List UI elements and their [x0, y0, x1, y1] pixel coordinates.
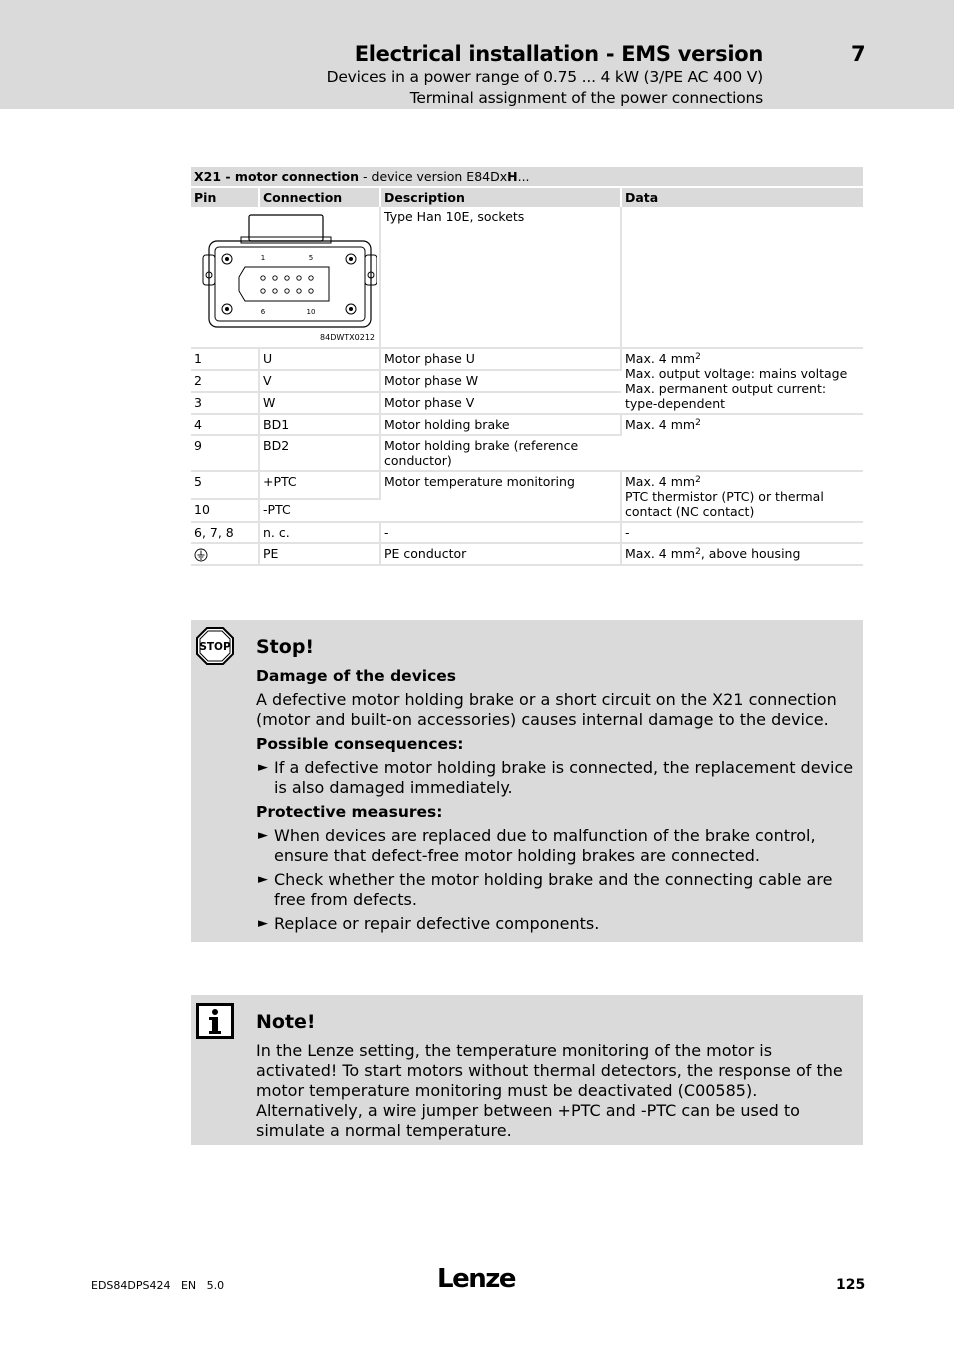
table-row: 4 BD1 Motor holding brake Max. 4 $mm^2$	[191, 414, 863, 435]
info-icon	[196, 1003, 234, 1039]
note-title: Note!	[256, 1011, 316, 1033]
svg-text:Lenze: Lenze	[437, 1264, 515, 1291]
bullet-arrow-icon: ►	[258, 828, 268, 843]
bullet-arrow-icon: ►	[258, 916, 268, 931]
measures-label: Protective measures:	[256, 803, 443, 821]
earth-ground-icon	[194, 548, 208, 562]
connector-image-cell	[191, 207, 380, 348]
connector-label-5: 5	[308, 254, 314, 262]
table-row: 3 W Motor phase V	[191, 392, 863, 414]
page-title: Electrical installation - EMS version	[354, 42, 763, 66]
table-row: 2 V Motor phase W	[191, 370, 863, 392]
stop-warning-box	[191, 620, 863, 942]
stop-body	[256, 666, 856, 934]
col-description: Description	[380, 187, 621, 207]
table-row: PE PE conductor Max. 4 $mm^2$, above housing	[191, 543, 863, 565]
list-item: ► Check whether the motor holding brake and the connecting cable are free from defects.	[258, 870, 833, 909]
section-subtitle: Devices in a power range of 0.75 ... 4 kW (3/PE AC 400 V)	[326, 68, 763, 86]
stop-paragraph: A defective motor holding brake or a short circuit on the X21 connection (motor and built-on accessories) causes internal damage to the device.	[256, 690, 837, 729]
note-text: In the Lenze setting, the temperature monitoring of the motor is activated! To start motors without thermal detectors, the response of the motor temperature monitoring must be deactivated (C00585). Alternatively, a wire jumper between +PTC and -PTC can be used to simulate a normal temperature.	[256, 1041, 843, 1140]
table-caption: X21 - motor connection - device version E84DxH...	[191, 167, 863, 187]
connector-label-6: 6	[260, 308, 266, 316]
bullet-arrow-icon: ►	[258, 760, 268, 775]
document-id: EDS84DPS424 EN 5.0	[91, 1279, 225, 1292]
connector-label-10: 10	[306, 308, 316, 316]
table-row: 1 U Motor phase U Max. 4 $mm^2$ Max. output voltage: mains voltage Max. permanent output current: type-dependent	[191, 348, 863, 370]
chapter-number: 7	[851, 42, 866, 66]
svg-text:STOP: STOP	[199, 641, 231, 653]
terminal-table	[191, 167, 863, 566]
list-item: ► If a defective motor holding brake is connected, the replacement device is also damaged immediately.	[258, 758, 854, 797]
data-cell-phases: Max. 4 $mm^2$ Max. output voltage: mains voltage Max. permanent output current: type-dependent	[621, 348, 863, 414]
han10e-connector-image	[201, 211, 377, 329]
list-item: ► When devices are replaced due to malfunction of the brake control, ensure that defect-free motor holding brakes are connected.	[258, 826, 816, 865]
table-row: 10 -PTC	[191, 499, 863, 522]
subsection-subtitle: Terminal assignment of the power connections	[409, 89, 763, 107]
stop-sign-icon	[196, 627, 234, 665]
lenze-logo	[437, 1263, 517, 1291]
note-box	[191, 995, 863, 1145]
bullet-arrow-icon: ►	[258, 872, 268, 887]
table-row: 9 BD2 Motor holding brake (reference conductor)	[191, 435, 863, 471]
connector-description: Type Han 10E, sockets	[380, 207, 621, 348]
data-cell-ptc: Max. 4 $mm^2$ PTC thermistor (PTC) or thermal contact (NC contact)	[621, 471, 863, 522]
stop-title: Stop!	[256, 636, 315, 658]
page-number: 125	[836, 1277, 866, 1293]
stop-subtitle: Damage of the devices	[256, 667, 457, 685]
col-pin: Pin	[191, 187, 259, 207]
data-cell-brake: Max. 4 $mm^2$	[621, 414, 863, 471]
table-row: 6, 7, 8 n. c. - -	[191, 522, 863, 543]
consequences-label: Possible consequences:	[256, 735, 464, 753]
col-connection: Connection	[259, 187, 380, 207]
image-caption: 84DWTX0212	[320, 333, 375, 342]
list-item: ► Replace or repair defective components.	[258, 914, 600, 933]
table-row: 5 +PTC Motor temperature monitoring Max. 4 $mm^2$ PTC thermistor (PTC) or thermal contact (NC contact)	[191, 471, 863, 499]
connector-label-1: 1	[260, 254, 266, 262]
table-row-image	[191, 207, 863, 348]
table-header-row	[191, 187, 863, 207]
col-data: Data	[621, 187, 863, 207]
